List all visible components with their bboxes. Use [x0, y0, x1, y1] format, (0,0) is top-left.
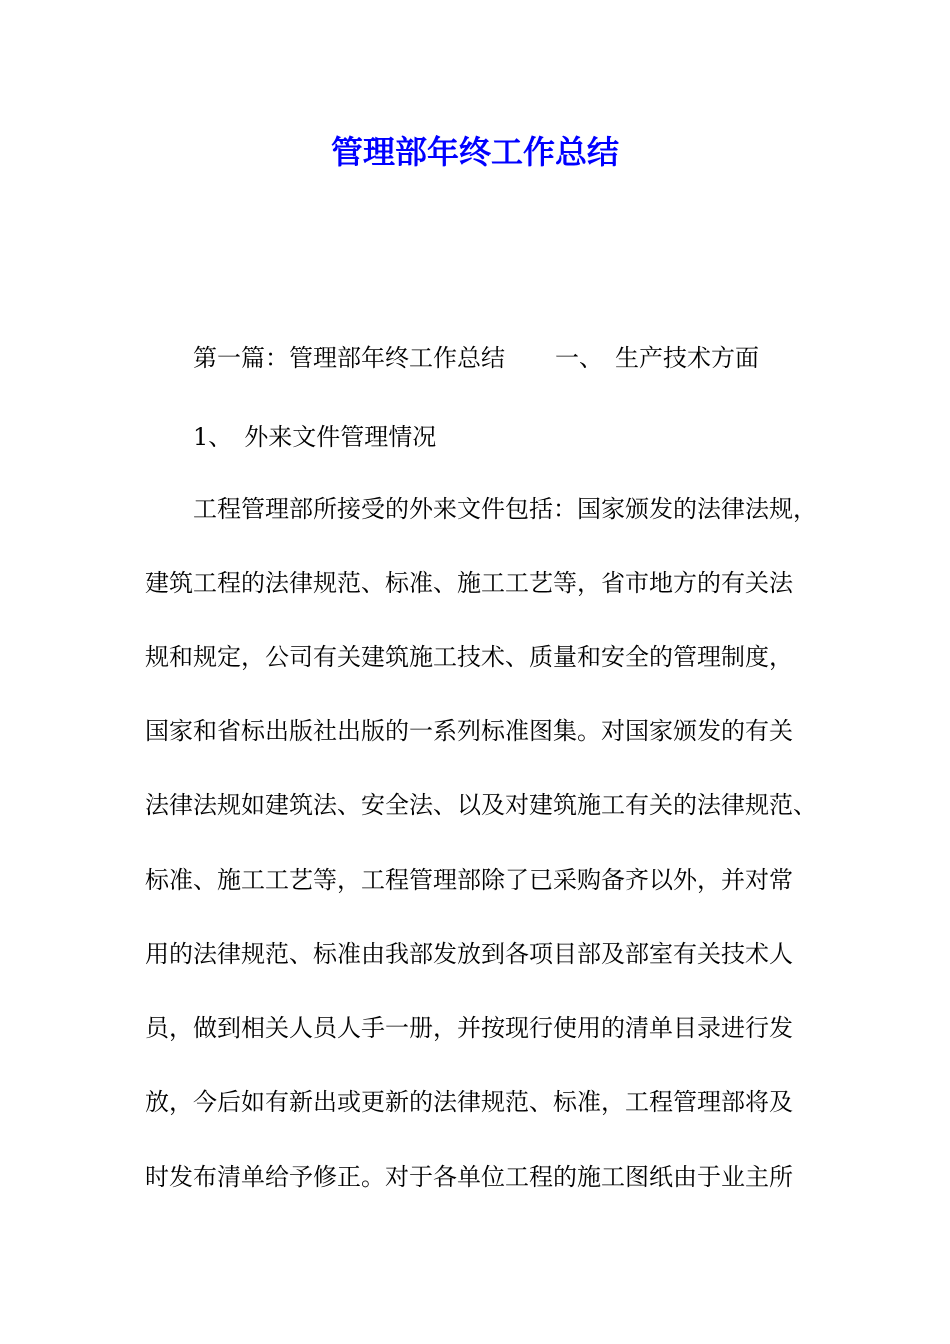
section-heading-text: 生产技术方面 — [615, 344, 759, 372]
paragraph-line: 法律法规如建筑法、安全法、以及对建筑施工有关的法律规范、 — [145, 791, 817, 819]
paragraph-line: 建筑工程的法律规范、标准、施工工艺等，省市地方的有关法 — [145, 569, 793, 597]
paragraph-line: 时发布清单给予修正。对于各单位工程的施工图纸由于业主所 — [145, 1163, 793, 1191]
paragraph-line: 放，今后如有新出或更新的法律规范、标准，工程管理部将及 — [145, 1088, 793, 1116]
subheading-text: 外来文件管理情况 — [244, 423, 437, 451]
paragraph-line: 工程管理部所接受的外来文件包括：国家颁发的法律法规， — [193, 495, 817, 523]
paragraph-line: 员，做到相关人员人手一册，并按现行使用的清单目录进行发 — [145, 1014, 793, 1042]
paragraph-line: 用的法律规范、标准由我部发放到各项目部及部室有关技术人 — [145, 940, 793, 968]
paragraph-line: 标准、施工工艺等，工程管理部除了已采购备齐以外，并对常 — [145, 866, 793, 894]
section-heading-number: 一、 — [555, 344, 603, 372]
paragraph-line: 规和规定，公司有关建筑施工技术、质量和安全的管理制度， — [145, 643, 793, 671]
paragraph-line: 国家和省标出版社出版的一系列标准图集。对国家颁发的有关 — [145, 717, 793, 745]
subheading-line — [193, 421, 436, 453]
subheading-number: 1、 — [193, 423, 233, 451]
document-title: 管理部年终工作总结 — [330, 133, 619, 171]
section-heading-part: 第一篇：管理部年终工作总结 — [193, 344, 505, 372]
section-heading-line — [193, 342, 759, 374]
